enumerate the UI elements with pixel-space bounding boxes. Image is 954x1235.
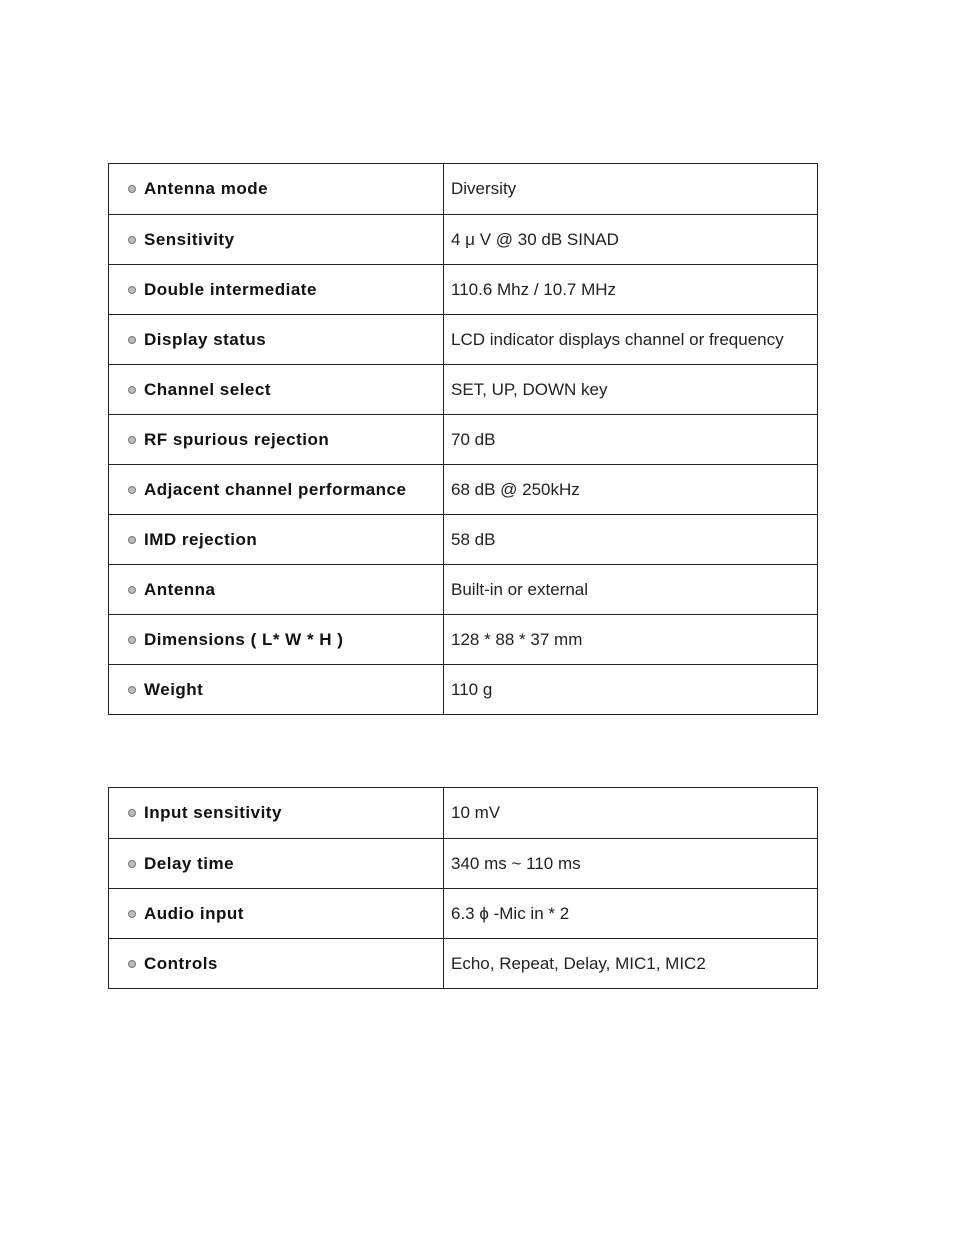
bullet-icon [128, 686, 136, 694]
spec-row-adjacent-channel-performance [109, 464, 817, 514]
spec-row-channel-select [109, 364, 817, 414]
bullet-icon [128, 960, 136, 968]
spec-row-double-intermediate [109, 264, 817, 314]
spec-value: Built-in or external [451, 579, 589, 599]
spec-label: Dimensions ( L* W * H ) [144, 629, 344, 649]
mixer-spec-table [108, 787, 818, 989]
bullet-icon [128, 636, 136, 644]
spec-value: 110 g [451, 679, 493, 699]
spec-label: Sensitivity [144, 229, 235, 249]
bullet-icon [128, 336, 136, 344]
bullet-icon [128, 586, 136, 594]
spec-value: 110.6 Mhz / 10.7 MHz [451, 279, 617, 299]
spec-row-imd-rejection [109, 514, 817, 564]
spec-value: 4 μ V @ 30 dB SINAD [451, 229, 619, 249]
spec-value: 340 ms ~ 110 ms [451, 853, 581, 873]
spec-label: Channel select [144, 379, 271, 399]
spec-label: Weight [144, 679, 204, 699]
spec-row-controls [109, 938, 817, 988]
spec-value: 68 dB @ 250kHz [451, 479, 580, 499]
bullet-icon [128, 436, 136, 444]
spec-label: Controls [144, 953, 218, 973]
spec-label: IMD rejection [144, 529, 258, 549]
spec-row-delay-time [109, 838, 817, 888]
bullet-icon [128, 486, 136, 494]
bullet-icon [128, 286, 136, 294]
bullet-icon [128, 860, 136, 868]
spec-row-audio-input [109, 888, 817, 938]
bullet-icon [128, 809, 136, 817]
spec-row-rf-spurious-rejection [109, 414, 817, 464]
spec-row-antenna-mode [109, 164, 817, 214]
spec-label: Input sensitivity [144, 803, 282, 822]
spec-value: LCD indicator displays channel or frequency [451, 329, 784, 349]
spec-row-antenna [109, 564, 817, 614]
spec-value: SET, UP, DOWN key [451, 379, 608, 399]
spec-label: RF spurious rejection [144, 429, 330, 449]
spec-value: Echo, Repeat, Delay, MIC1, MIC2 [451, 953, 706, 973]
spec-value: 6.3 ϕ -Mic in * 2 [451, 903, 570, 923]
bullet-icon [128, 386, 136, 394]
spec-label: Double intermediate [144, 279, 317, 299]
spec-label: Audio input [144, 903, 244, 923]
spec-label: Antenna mode [144, 179, 269, 198]
spec-value: 70 dB [451, 429, 496, 449]
bullet-icon [128, 185, 136, 193]
spec-value: Diversity [451, 179, 517, 198]
spec-label: Adjacent channel performance [144, 479, 407, 499]
bullet-icon [128, 910, 136, 918]
receiver-spec-table [108, 163, 818, 715]
spec-row-dimensions [109, 614, 817, 664]
spec-label: Antenna [144, 579, 216, 599]
spec-row-sensitivity [109, 214, 817, 264]
spec-value: 58 dB [451, 529, 496, 549]
spec-row-input-sensitivity [109, 788, 817, 838]
spec-value: 128 * 88 * 37 mm [451, 629, 583, 649]
bullet-icon [128, 536, 136, 544]
spec-row-display-status [109, 314, 817, 364]
spec-label: Delay time [144, 853, 235, 873]
spec-label: Display status [144, 329, 267, 349]
spec-value: 10 mV [451, 803, 501, 822]
bullet-icon [128, 236, 136, 244]
spec-row-weight [109, 664, 817, 714]
